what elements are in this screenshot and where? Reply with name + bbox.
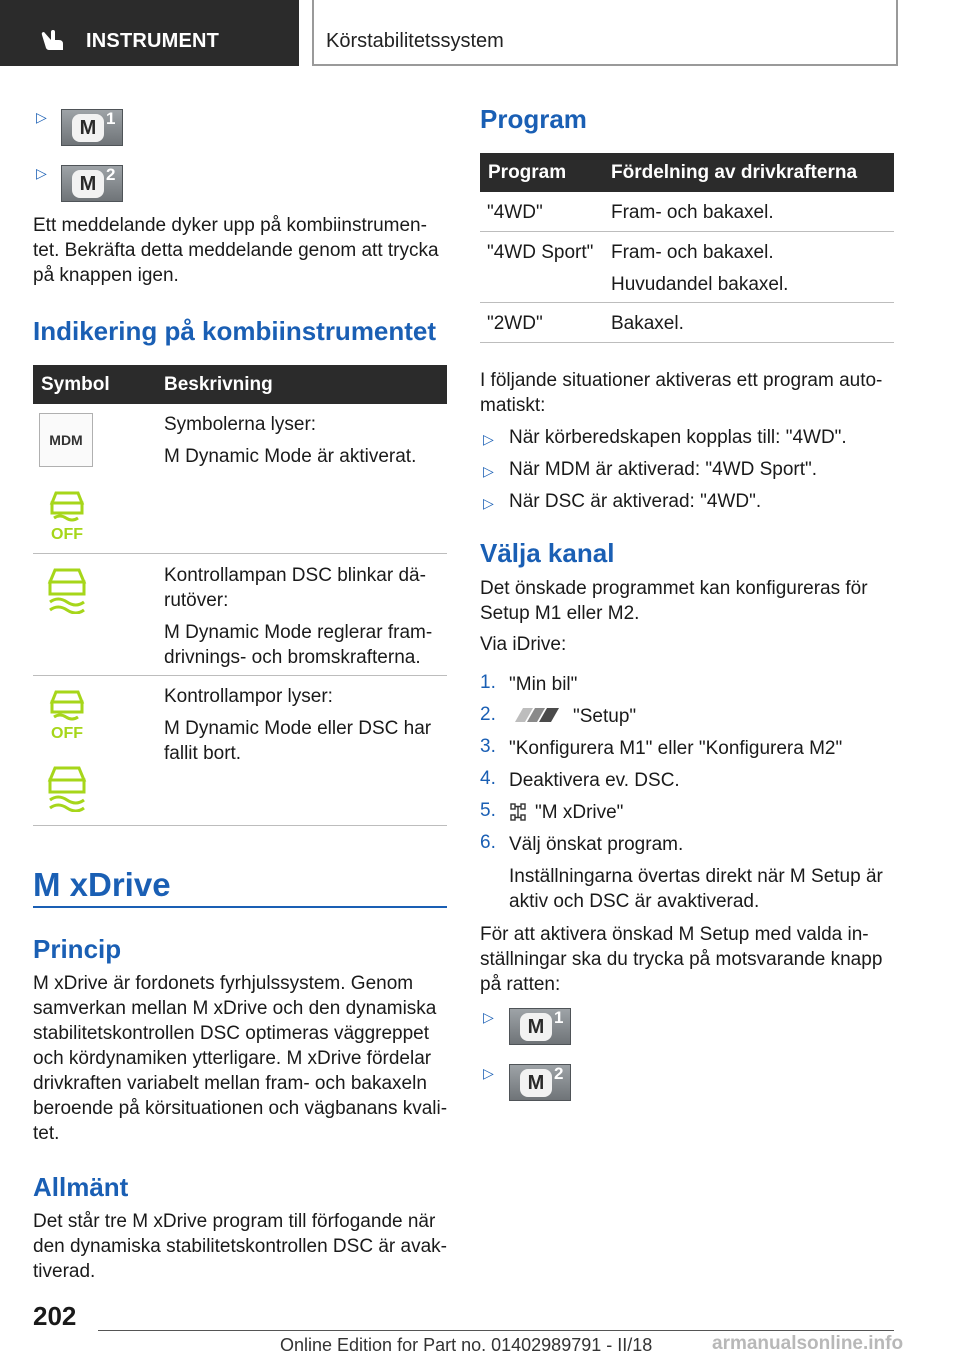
text-line: den dynamiska stabilitetskontrollen DSC är avak- [33,1236,447,1257]
channel-paragraph [480,576,900,626]
dsc-off-icon [48,686,86,741]
text-line: Det önskade programmet kan konfigureras för [480,578,868,599]
column-header: Program [488,162,567,183]
text-line: Kontrollampor lyser: [164,686,333,707]
bullet-triangle-icon: ▷ [483,1065,494,1081]
program-dist: Fram- och bakaxel. [611,202,774,223]
step-text: "Setup" [573,706,637,727]
bullet-triangle-icon: ▷ [36,165,47,181]
dsc-icon [45,764,89,812]
xdrive-chassis-icon [509,803,527,821]
page-number: 202 [33,1301,77,1331]
text-line: I följande situationer aktiveras ett program auto- [480,370,883,391]
row-divider [480,302,894,303]
text-line: samverkan mellan M xDrive och den dynamiska [33,998,437,1019]
list-item: När körberedskapen kopplas till: "4WD". [509,427,847,448]
text-line: ställningar ska du trycka på motsvarande knapp [480,949,883,970]
section-tab [0,0,299,66]
text-line: Fram- och bakaxel. [611,242,774,263]
step-text: Välj önskat program. [509,834,684,855]
program-table-header [480,153,894,192]
symbol-desc [164,412,444,469]
program-heading: Program [480,104,587,134]
text-line: M Dynamic Mode reglerar fram- [164,622,433,643]
text-line: M xDrive är fordonets fyrhjulssystem. Genom [33,973,414,994]
step-text: "M xDrive" [535,802,624,823]
section-tab-label: INSTRUMENT [86,30,220,52]
program-name: "4WD Sport" [487,242,594,263]
m-number: 1 [554,1008,564,1027]
step-number: 1. [480,672,496,693]
m2-button-icon [509,1064,571,1101]
indicator-heading: Indikering på kombiinstrumentet [33,316,437,346]
step-number: 6. [480,832,496,853]
row-divider [33,825,447,826]
chapter-header [312,0,898,66]
text-line: Inställningarna övertas direkt när M Setup är [509,866,883,887]
m-letter: M [520,1013,552,1041]
row-divider [33,675,447,676]
bullet-triangle-icon: ▷ [36,109,47,125]
text-line: tet. [33,1123,60,1144]
mdm-icon: MDM [39,413,93,467]
title-underline [33,906,447,908]
intro-paragraph [33,213,453,288]
list-item: När MDM är aktiverad: "4WD Sport". [509,459,818,480]
text-line: Setup M1 eller M2. [480,603,640,624]
program-name: "4WD" [487,202,543,223]
auto-paragraph [480,368,900,418]
bullet-triangle-icon: ▷ [483,495,494,511]
program-dist: Bakaxel. [611,313,684,334]
bullet-triangle-icon: ▷ [483,1009,494,1025]
row-divider [480,231,894,232]
text-line: Ett meddelande dyker upp på kombiinstrumen- [33,215,427,236]
row-divider [33,553,447,554]
princip-paragraph [33,971,453,1146]
chapter-title: Körstabilitetssystem [326,30,504,52]
m2-button-icon [61,165,123,202]
column-header: Beskrivning [164,374,273,395]
text-line: på ratten: [480,974,561,995]
text-line: drivkraften variabelt mellan fram- och bakaxeln [33,1073,427,1094]
text-line: stabilitetskontrollen DSC optimeras väggreppet [33,1023,430,1044]
step-text: "Konfigurera M1" eller "Konfigurera M2" [509,738,843,759]
text-line: drivnings- och bromskrafterna. [164,647,421,668]
via-text: Via iDrive: [480,634,567,655]
text-line: aktiv och DSC är avaktiverad. [509,891,760,912]
symbol-desc [164,684,444,766]
bullet-triangle-icon: ▷ [483,463,494,479]
step-number: 3. [480,736,496,757]
column-header: Symbol [41,374,110,395]
symbol-desc [164,563,444,670]
text-line: M Dynamic Mode är aktiverat. [164,446,417,467]
m-letter: M [72,170,104,198]
text-line: rutöver: [164,590,229,611]
step-note [509,864,899,914]
dsc-off-icon [48,487,86,542]
edition-text: Online Edition for Part no. 01402989791 - II/18 [280,1335,653,1355]
m-number: 1 [106,109,116,128]
step-number: 5. [480,800,496,821]
text-line: fallit bort. [164,743,242,764]
text-line: Huvudandel bakaxel. [611,274,789,295]
program-dist [611,240,788,297]
list-item: När DSC är aktiverad: "4WD". [509,491,762,512]
m-stripes-icon [509,707,565,723]
symbol-table-header [33,365,447,404]
step-number: 2. [480,704,496,725]
step-text: Deaktivera ev. DSC. [509,770,680,791]
m-letter: M [520,1069,552,1097]
footer-rule [98,1330,894,1331]
text-line: tet. Bekräfta detta meddelande genom att trycka [33,240,439,261]
allmant-heading: Allmänt [33,1172,129,1202]
text-line: M Dynamic Mode eller DSC har [164,718,432,739]
bullet-triangle-icon: ▷ [483,431,494,447]
watermark-text: armanualsonline.info [712,1333,904,1354]
text-line: Det står tre M xDrive program till förfogande när [33,1211,436,1232]
m1-button-icon [509,1008,571,1045]
dsc-blink-icon [45,566,89,614]
text-line: på knappen igen. [33,265,179,286]
off-label: OFF [51,526,83,542]
off-label: OFF [51,725,83,741]
text-line: tiverad. [33,1261,96,1282]
text-line: beroende på körsituationen och vägbanans kvali- [33,1098,448,1119]
princip-heading: Princip [33,934,122,964]
section-title: M xDrive [33,866,171,903]
text-line: Symbolerna lyser: [164,414,317,435]
m-letter: M [72,114,104,142]
m-number: 2 [554,1064,564,1083]
program-name: "2WD" [487,313,543,334]
m1-button-icon [61,109,123,146]
allmant-paragraph [33,1209,453,1284]
channel-heading: Välja kanal [480,538,615,568]
m-number: 2 [106,165,116,184]
activate-paragraph [480,922,900,997]
row-divider [480,342,894,343]
text-line: matiskt: [480,395,546,416]
column-header: Fördelning av drivkrafterna [611,162,858,183]
step-text: "Min bil" [509,674,578,695]
text-line: För att aktivera önskad M Setup med valda in- [480,924,869,945]
hand-pointer-icon [40,28,66,52]
text-line: Kontrollampan DSC blinkar dä- [164,565,426,586]
text-line: och kördynamiken ytterligare. M xDrive fördelar [33,1048,432,1069]
step-number: 4. [480,768,496,789]
